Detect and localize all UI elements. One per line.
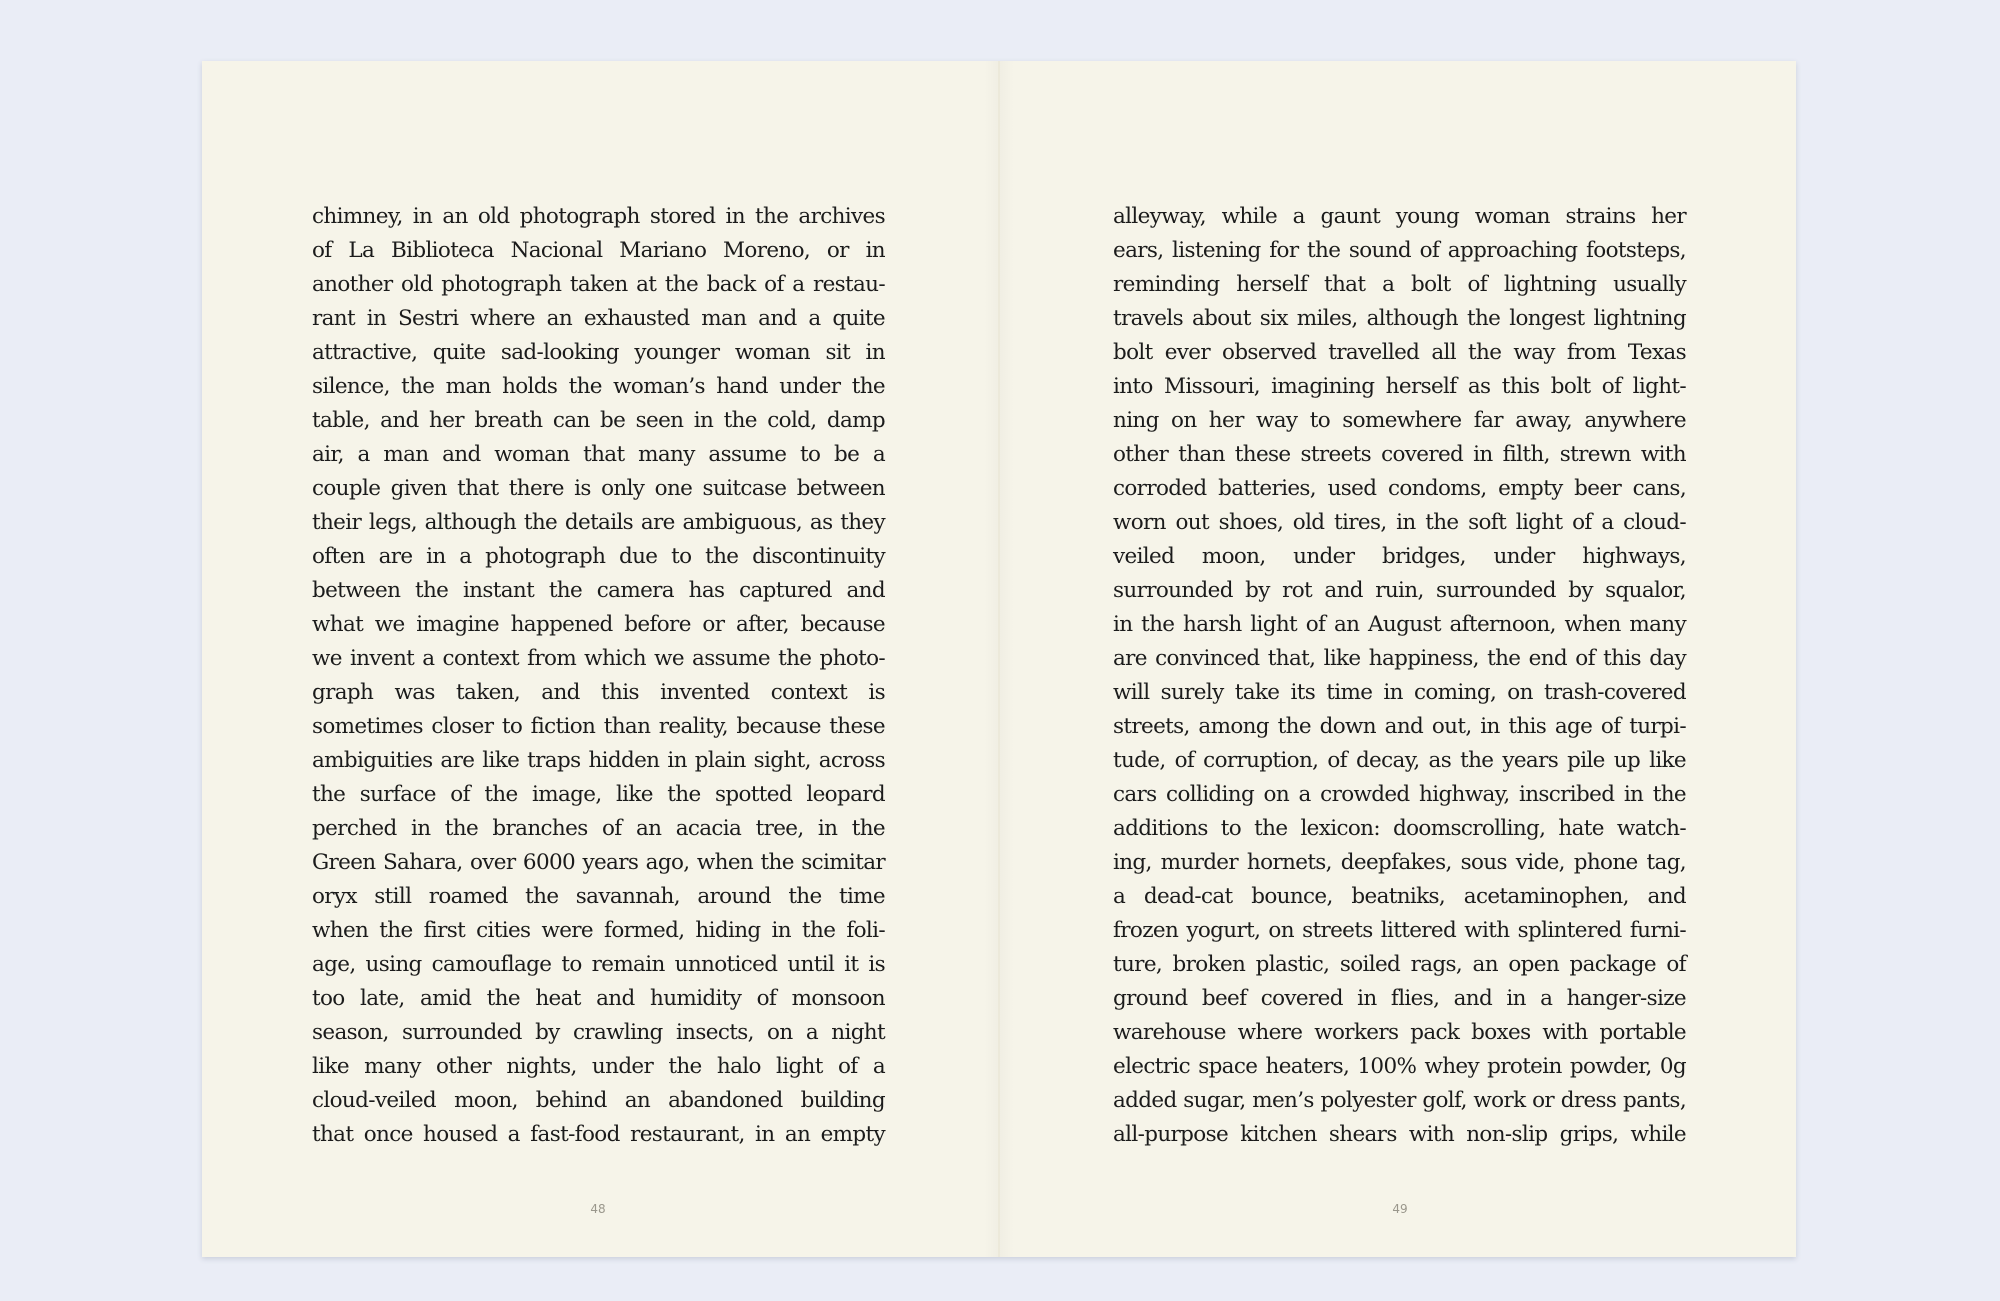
text-line: additions to the lexicon: doomscrolling, hate watch- xyxy=(1113,816,1686,841)
text-line: what we imagine happened before or after, because xyxy=(312,612,885,637)
text-line: reminding herself that a bolt of lightning usually xyxy=(1113,272,1686,297)
text-line: into Missouri, imagining herself as this bolt of light- xyxy=(1113,374,1686,399)
text-line: between the instant the camera has captured and xyxy=(312,578,885,603)
text-line: too late, amid the heat and humidity of monsoon xyxy=(312,986,885,1011)
text-line: oryx still roamed the savannah, around the time xyxy=(312,884,885,909)
text-line: table, and her breath can be seen in the cold, damp xyxy=(312,408,885,433)
text-line: ears, listening for the sound of approaching footsteps, xyxy=(1113,238,1686,263)
text-line: will surely take its time in coming, on trash-covered xyxy=(1113,680,1686,705)
text-line: travels about six miles, although the longest lightning xyxy=(1113,306,1686,331)
text-line: attractive, quite sad-looking younger woman sit in xyxy=(312,340,885,365)
text-line: warehouse where workers pack boxes with portable xyxy=(1113,1020,1686,1045)
text-line: are convinced that, like happiness, the end of this day xyxy=(1113,646,1686,671)
text-line: sometimes closer to fiction than reality, because these xyxy=(312,714,885,739)
text-line: cars colliding on a crowded highway, inscribed in the xyxy=(1113,782,1686,807)
text-line: another old photograph taken at the back of a restau- xyxy=(312,272,885,297)
text-line: ground beef covered in flies, and in a hanger-size xyxy=(1113,986,1686,1011)
left-page xyxy=(202,61,999,1257)
text-line: electric space heaters, 100% whey protein powder, 0g xyxy=(1113,1054,1686,1079)
text-line: like many other nights, under the halo light of a xyxy=(312,1054,885,1079)
text-line: their legs, although the details are ambiguous, as they xyxy=(312,510,885,535)
left-page-body-text xyxy=(312,200,885,1152)
text-line: ning on her way to somewhere far away, anywhere xyxy=(1113,408,1686,433)
book-spread xyxy=(202,61,1796,1257)
text-line: silence, the man holds the woman’s hand under the xyxy=(312,374,885,399)
text-line: we invent a context from which we assume the photo- xyxy=(312,646,885,671)
text-line: alleyway, while a gaunt young woman strains her xyxy=(1113,204,1686,229)
text-line: air, a man and woman that many assume to be a xyxy=(312,442,885,467)
text-line: that once housed a fast-food restaurant, in an empty xyxy=(312,1122,885,1147)
text-line: age, using camouflage to remain unnoticed until it is xyxy=(312,952,885,977)
text-line: added sugar, men’s polyester golf, work or dress pants, xyxy=(1113,1088,1686,1113)
left-page-number: 48 xyxy=(590,1202,606,1216)
text-line: corroded batteries, used condoms, empty beer cans, xyxy=(1113,476,1686,501)
text-line: tude, of corruption, of decay, as the years pile up like xyxy=(1113,748,1686,773)
text-line: perched in the branches of an acacia tree, in the xyxy=(312,816,885,841)
text-line: veiled moon, under bridges, under highways, xyxy=(1113,544,1686,569)
right-page xyxy=(999,61,1796,1257)
text-line: ture, broken plastic, soiled rags, an open package of xyxy=(1113,952,1686,977)
text-line: couple given that there is only one suitcase between xyxy=(312,476,885,501)
text-line: graph was taken, and this invented context is xyxy=(312,680,885,705)
text-line: when the first cities were formed, hiding in the foli- xyxy=(312,918,885,943)
text-line: rant in Sestri where an exhausted man and a quite xyxy=(312,306,885,331)
text-line: all-purpose kitchen shears with non-slip grips, while xyxy=(1113,1122,1686,1147)
text-line: a dead-cat bounce, beatniks, acetaminophen, and xyxy=(1113,884,1686,909)
text-line: bolt ever observed travelled all the way from Texas xyxy=(1113,340,1686,365)
text-line: ambiguities are like traps hidden in plain sight, across xyxy=(312,748,885,773)
right-page-number: 49 xyxy=(1392,1202,1408,1216)
text-line: ing, murder hornets, deepfakes, sous vide, phone tag, xyxy=(1113,850,1686,875)
text-line: in the harsh light of an August afternoon, when many xyxy=(1113,612,1686,637)
text-line: surrounded by rot and ruin, surrounded by squalor, xyxy=(1113,578,1686,603)
text-line: of La Biblioteca Nacional Mariano Moreno, or in xyxy=(312,238,885,263)
text-line: chimney, in an old photograph stored in the archives xyxy=(312,204,885,229)
text-line: worn out shoes, old tires, in the soft light of a cloud- xyxy=(1113,510,1686,535)
text-line: often are in a photograph due to the discontinuity xyxy=(312,544,885,569)
right-page-body-text xyxy=(1113,200,1686,1152)
text-line: streets, among the down and out, in this age of turpi- xyxy=(1113,714,1686,739)
text-line: season, surrounded by crawling insects, on a night xyxy=(312,1020,885,1045)
text-line: other than these streets covered in filth, strewn with xyxy=(1113,442,1686,467)
text-line: Green Sahara, over 6000 years ago, when the scimitar xyxy=(312,850,885,875)
text-line: the surface of the image, like the spotted leopard xyxy=(312,782,885,807)
text-line: frozen yogurt, on streets littered with splintered furni- xyxy=(1113,918,1686,943)
text-line: cloud-veiled moon, behind an abandoned building xyxy=(312,1088,885,1113)
